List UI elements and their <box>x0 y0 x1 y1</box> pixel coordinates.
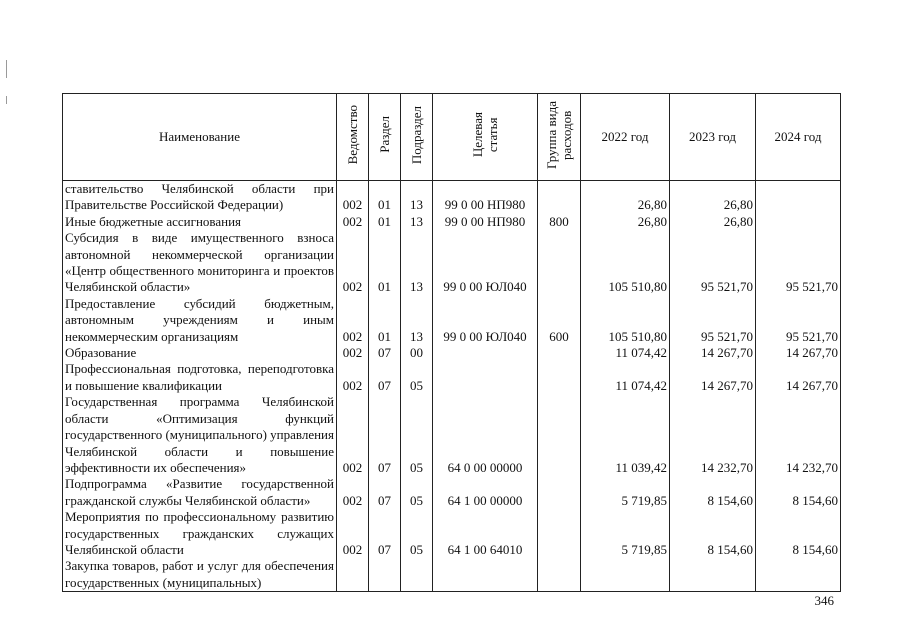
page-number: 346 <box>814 593 834 608</box>
row-subsection: 05 <box>401 394 433 476</box>
row-section: 01 <box>369 214 401 230</box>
row-article: 99 0 00 НП980 <box>433 214 538 230</box>
row-2024 <box>756 214 841 230</box>
row-group <box>538 558 581 591</box>
row-2022: 26,80 <box>581 181 670 214</box>
row-2023: 95 521,70 <box>670 230 756 296</box>
row-2024: 95 521,70 <box>756 296 841 345</box>
row-name: Мероприятия по профессиональному развитию государственных гражданских служащих Челябинской области <box>63 509 337 558</box>
row-2024: 14 267,70 <box>756 345 841 361</box>
row-article <box>433 558 538 591</box>
row-dept: 002 <box>337 394 369 476</box>
row-2023: 8 154,60 <box>670 476 756 509</box>
row-group <box>538 476 581 509</box>
header-expense-group: Группа вида расходов <box>538 94 581 181</box>
row-2022: 11 039,42 <box>581 394 670 476</box>
table-row <box>63 345 841 361</box>
row-2024: 14 232,70 <box>756 394 841 476</box>
row-subsection: 00 <box>401 345 433 361</box>
table-row <box>63 181 841 214</box>
row-subsection <box>401 558 433 591</box>
row-name: Государственная программа Челябинской области «Оптимизация функций государственного (муниципального) управления Челябинской области и повышение эффективности их обеспечения» <box>63 394 337 476</box>
row-article: 64 1 00 64010 <box>433 509 538 558</box>
row-2023: 26,80 <box>670 214 756 230</box>
row-2023: 14 232,70 <box>670 394 756 476</box>
row-2022: 11 074,42 <box>581 345 670 361</box>
row-article: 99 0 00 НП980 <box>433 181 538 214</box>
row-2022: 5 719,85 <box>581 476 670 509</box>
row-dept: 002 <box>337 361 369 394</box>
table-row <box>63 509 841 558</box>
row-group: 800 <box>538 214 581 230</box>
row-dept: 002 <box>337 181 369 214</box>
header-2024: 2024 год <box>756 94 841 181</box>
table-row <box>63 296 841 345</box>
row-article: 99 0 00 ЮЛ040 <box>433 296 538 345</box>
header-subsection: Подраздел <box>401 94 433 181</box>
table-row <box>63 214 841 230</box>
row-name: Подпрограмма «Развитие государственной гражданской службы Челябинской области» <box>63 476 337 509</box>
row-2024: 8 154,60 <box>756 509 841 558</box>
row-2022 <box>581 558 670 591</box>
row-dept: 002 <box>337 296 369 345</box>
row-name: Субсидия в виде имущественного взноса автономной некоммерческой организации «Центр общественного мониторинга и проектов Челябинской области» <box>63 230 337 296</box>
row-article <box>433 345 538 361</box>
budget-table <box>62 93 841 592</box>
row-name: Образование <box>63 345 337 361</box>
row-article: 99 0 00 ЮЛ040 <box>433 230 538 296</box>
row-section: 01 <box>369 296 401 345</box>
row-dept: 002 <box>337 230 369 296</box>
scan-edge-mark <box>6 60 7 78</box>
row-subsection: 05 <box>401 476 433 509</box>
row-2023: 14 267,70 <box>670 361 756 394</box>
table-row <box>63 476 841 509</box>
row-section: 01 <box>369 181 401 214</box>
table-header-row <box>63 94 841 181</box>
row-2022: 11 074,42 <box>581 361 670 394</box>
row-group: 600 <box>538 296 581 345</box>
row-subsection: 05 <box>401 361 433 394</box>
header-2023: 2023 год <box>670 94 756 181</box>
row-subsection: 05 <box>401 509 433 558</box>
row-subsection: 13 <box>401 181 433 214</box>
row-2022: 5 719,85 <box>581 509 670 558</box>
row-2023 <box>670 558 756 591</box>
row-2024 <box>756 558 841 591</box>
row-2023: 14 267,70 <box>670 345 756 361</box>
header-name: Наименование <box>63 94 337 181</box>
row-2023: 8 154,60 <box>670 509 756 558</box>
table-row <box>63 394 841 476</box>
row-article: 64 1 00 00000 <box>433 476 538 509</box>
row-subsection: 13 <box>401 214 433 230</box>
row-2022: 26,80 <box>581 214 670 230</box>
row-name: Закупка товаров, работ и услуг для обеспечения государственных (муниципальных) <box>63 558 337 591</box>
row-name: Предоставление субсидий бюджетным, автономным учреждениям и иным некоммерческим организациям <box>63 296 337 345</box>
table-row <box>63 230 841 296</box>
row-section <box>369 558 401 591</box>
row-2024: 14 267,70 <box>756 361 841 394</box>
row-section: 07 <box>369 476 401 509</box>
row-name: ставительство Челябинской области при Правительстве Российской Федерации) <box>63 181 337 214</box>
row-2023: 95 521,70 <box>670 296 756 345</box>
row-section: 07 <box>369 509 401 558</box>
row-subsection: 13 <box>401 296 433 345</box>
header-dept: Ведомство <box>337 94 369 181</box>
row-dept: 002 <box>337 509 369 558</box>
row-group <box>538 509 581 558</box>
row-group <box>538 230 581 296</box>
row-group <box>538 345 581 361</box>
header-section: Раздел <box>369 94 401 181</box>
table-row <box>63 558 841 591</box>
row-dept: 002 <box>337 345 369 361</box>
row-2024 <box>756 181 841 214</box>
row-section: 01 <box>369 230 401 296</box>
table-row <box>63 361 841 394</box>
row-subsection: 13 <box>401 230 433 296</box>
row-2024: 8 154,60 <box>756 476 841 509</box>
row-dept <box>337 558 369 591</box>
row-section: 07 <box>369 345 401 361</box>
row-name: Профессиональная подготовка, переподготовка и повышение квалификации <box>63 361 337 394</box>
row-2022: 105 510,80 <box>581 296 670 345</box>
row-2022: 105 510,80 <box>581 230 670 296</box>
row-dept: 002 <box>337 476 369 509</box>
row-name: Иные бюджетные ассигнования <box>63 214 337 230</box>
scan-edge-mark <box>6 96 7 104</box>
row-article: 64 0 00 00000 <box>433 394 538 476</box>
row-group <box>538 361 581 394</box>
header-target-article: Целевая статья <box>433 94 538 181</box>
row-article <box>433 361 538 394</box>
row-dept: 002 <box>337 214 369 230</box>
row-2024: 95 521,70 <box>756 230 841 296</box>
row-2023: 26,80 <box>670 181 756 214</box>
row-group <box>538 181 581 214</box>
row-section: 07 <box>369 394 401 476</box>
row-section: 07 <box>369 361 401 394</box>
row-group <box>538 394 581 476</box>
header-2022: 2022 год <box>581 94 670 181</box>
